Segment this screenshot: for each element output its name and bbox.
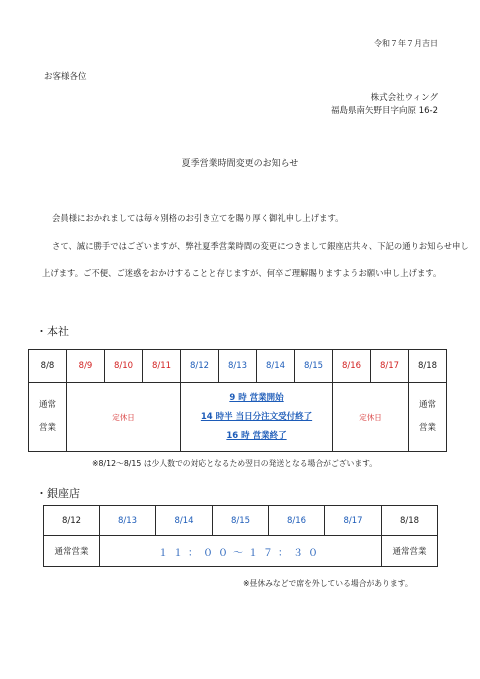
ginza-note: ※昼休みなどで席を外している場合があります。 [243,579,413,588]
date-cell: 8/12 [44,506,100,536]
date-cell: 8/18 [382,506,438,536]
honsha-note: ※8/12～8/15 は少人数での対応となるため翌日の発送となる場合がございます。 [92,459,378,468]
normal-business-cell [29,383,67,452]
holiday-cell: 定休日 [67,383,181,452]
normal-label-bottom: 営業 [418,423,436,433]
body-line-1: 会員様におかれましては毎々別格のお引き立てを賜り厚く御礼申し上げます。 [52,213,344,223]
ginza-heading: ・銀座店 [36,487,80,500]
date-cell: 8/12 [181,350,219,383]
normal-business-cell: 通常営業 [44,536,100,567]
date-cell: 8/17 [325,506,382,536]
ginza-date-row [44,506,438,536]
normal-business-cell [409,383,447,452]
normal-label-top: 通常 [38,400,56,410]
date-cell: 8/14 [156,506,213,536]
date-cell: 8/11 [143,350,181,383]
honsha-date-row [29,350,447,383]
ginza-special-hours-cell: １１：００～１７：３０ [100,536,382,567]
special-hours-start: 9 時 営業開始 [229,392,284,403]
notice-date: 令和７年７月吉日 [374,39,438,48]
notice-title: 夏季営業時間変更のお知らせ [181,159,299,169]
date-cell: 8/13 [219,350,257,383]
honsha-heading: ・本社 [36,325,69,338]
date-cell: 8/15 [213,506,269,536]
date-cell: 8/10 [105,350,143,383]
date-cell: 8/16 [333,350,371,383]
ginza-schedule-table [43,505,438,567]
honsha-status-row [29,383,447,452]
date-cell: 8/13 [100,506,156,536]
ginza-status-row [44,536,438,567]
date-cell: 8/14 [257,350,295,383]
company-address: 福島県南矢野目字向原 16-2 [331,106,438,116]
holiday-cell: 定休日 [333,383,409,452]
body-line-2: さて、誠に勝手ではございますが、弊社夏季営業時間の変更につきまして銀座店共々、下記の通りお知らせ申し [52,241,469,251]
date-cell: 8/15 [295,350,333,383]
company-name: 株式会社ウィング [370,93,438,103]
date-cell: 8/16 [269,506,325,536]
special-hours-order-cutoff: 14 時半 当日分注文受付終了 [200,411,313,422]
special-hours-end: 16 時 営業終了 [226,430,287,441]
normal-label-bottom: 営業 [38,423,56,433]
special-hours-cell [181,383,333,452]
date-cell: 8/9 [67,350,105,383]
honsha-schedule-table [28,349,447,452]
normal-label-top: 通常 [418,400,436,410]
date-cell: 8/17 [371,350,409,383]
date-cell: 8/18 [409,350,447,383]
normal-business-cell: 通常営業 [382,536,438,567]
date-cell: 8/8 [29,350,67,383]
body-line-3: 上げます。ご不便、ご迷惑をおかけすることと存じますが、何卒ご理解賜りますようお願い申し上げます。 [42,268,442,278]
recipient: お客様各位 [44,72,87,82]
